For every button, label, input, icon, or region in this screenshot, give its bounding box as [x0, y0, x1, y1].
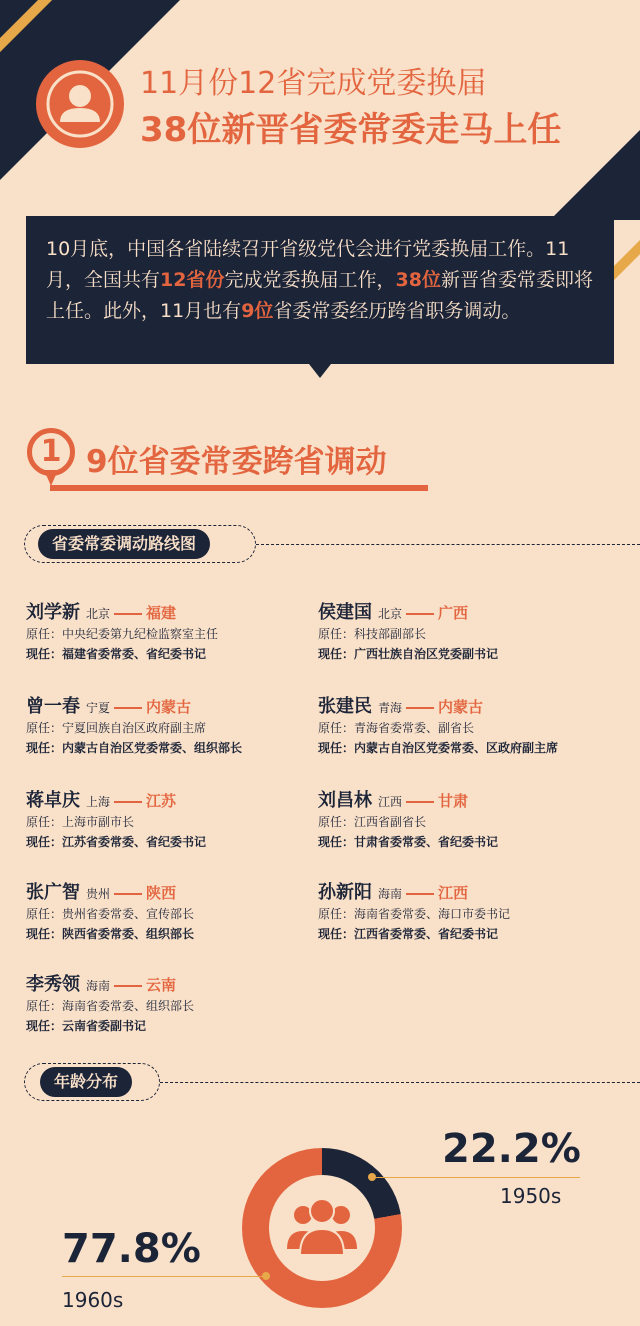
origin-province: 贵州	[86, 887, 111, 901]
destination-province: 福建	[146, 604, 177, 622]
official-name: 刘昌林	[318, 790, 372, 811]
transfer-card	[26, 786, 326, 852]
dashed-divider	[256, 544, 640, 545]
official-name: 张广智	[26, 882, 80, 903]
page-title-line1: 11月份12省完成党委换届	[140, 66, 487, 101]
transfer-card	[26, 598, 326, 664]
intro-box	[26, 216, 614, 364]
current-post: 现任：江苏省委常委、省纪委书记	[26, 835, 207, 849]
avatar-icon	[36, 60, 124, 148]
leader-dot-1950s	[368, 1173, 376, 1181]
origin-province: 宁夏	[86, 701, 111, 715]
origin-province: 海南	[86, 979, 111, 993]
current-post: 现任：内蒙古自治区党委常委、组织部长	[26, 741, 243, 755]
current-post: 现任：江西省委常委、省纪委书记	[318, 927, 499, 941]
former-post: 原任：贵州省委常委、宣传部长	[26, 907, 195, 921]
page-title-line2: 38位新晋省委常委走马上任	[140, 110, 562, 150]
official-name: 刘学新	[26, 602, 80, 623]
section-title: 9位省委常委跨省调动	[86, 444, 387, 480]
current-post: 现任：内蒙古自治区党委常委、区政府副主席	[318, 741, 559, 755]
transfer-card	[318, 692, 618, 758]
route-line	[114, 893, 142, 895]
former-post: 原任：青海省委常委、副省长	[318, 721, 475, 735]
leader-dot-1960s	[262, 1272, 270, 1280]
transfer-card	[318, 878, 618, 944]
destination-province: 江西	[438, 884, 469, 902]
route-line	[114, 613, 142, 615]
official-name: 李秀领	[26, 974, 80, 995]
official-name: 张建民	[318, 696, 372, 717]
transfer-card	[318, 786, 618, 852]
destination-province: 甘肃	[438, 792, 469, 810]
route-line	[406, 613, 434, 615]
route-line	[406, 893, 434, 895]
section-number-pointer	[44, 470, 58, 486]
former-post: 原任：海南省委常委、组织部长	[26, 999, 195, 1013]
former-post: 原任：中央纪委第九纪检监察室主任	[26, 627, 219, 641]
transfer-card	[26, 970, 326, 1036]
former-post: 原任：海南省委常委、海口市委书记	[318, 907, 511, 921]
header-dark-corner-right	[550, 130, 640, 220]
current-post: 现任：甘肃省委常委、省纪委书记	[318, 835, 499, 849]
former-post: 原任：江西省副省长	[318, 815, 427, 829]
origin-province: 海南	[378, 887, 403, 901]
intro-highlight: 12省份	[160, 269, 225, 291]
route-line	[406, 801, 434, 803]
route-line	[114, 985, 142, 987]
route-line	[406, 707, 434, 709]
transfer-card	[26, 878, 326, 944]
dashed-divider	[160, 1082, 640, 1083]
section-number-badge: 1	[27, 428, 75, 476]
transfer-card	[318, 598, 618, 664]
destination-province: 内蒙古	[438, 698, 484, 716]
age-pill-label: 年龄分布	[40, 1067, 132, 1097]
current-post: 现任：福建省委常委、省纪委书记	[26, 647, 207, 661]
official-name: 侯建国	[318, 602, 372, 623]
destination-province: 陕西	[146, 884, 177, 902]
official-name: 曾一春	[26, 696, 80, 717]
destination-province: 江苏	[146, 792, 177, 810]
origin-province: 北京	[86, 607, 111, 621]
intro-text: 省委常委经历跨省职务调动。	[273, 300, 521, 322]
origin-province: 上海	[86, 795, 111, 809]
route-line	[114, 801, 142, 803]
section-pill-label: 省委常委调动路线图	[38, 529, 210, 559]
donut-hole	[269, 1175, 375, 1281]
current-post: 现任：陕西省委常委、组织部长	[26, 927, 195, 941]
group-icon	[269, 1175, 375, 1281]
leader-line-1960s	[62, 1276, 268, 1277]
destination-province: 内蒙古	[146, 698, 192, 716]
label-1950s: 1950s	[500, 1184, 562, 1208]
section-underline	[50, 485, 428, 491]
percentage-1950s: 22.2%	[442, 1126, 581, 1172]
former-post: 原任：宁夏回族自治区政府副主席	[26, 721, 207, 735]
destination-province: 广西	[438, 604, 469, 622]
origin-province: 青海	[378, 701, 403, 715]
leader-line-1950s	[372, 1177, 580, 1178]
former-post: 原任：科技部副部长	[318, 627, 427, 641]
percentage-1960s: 77.8%	[62, 1226, 201, 1272]
transfer-card	[26, 692, 326, 758]
intro-highlight: 9位	[241, 300, 274, 322]
official-name: 蒋卓庆	[26, 790, 80, 811]
intro-box-pointer	[309, 364, 331, 378]
route-line	[114, 707, 142, 709]
current-post: 现任：广西壮族自治区党委副书记	[318, 647, 499, 661]
label-1960s: 1960s	[62, 1288, 124, 1312]
official-name: 孙新阳	[318, 882, 372, 903]
intro-text: 新晋省委常委即将上任。此外，11月也有	[46, 269, 593, 322]
intro-highlight: 38位	[395, 269, 441, 291]
intro-text: 完成党委换届工作，	[224, 269, 396, 291]
former-post: 原任：上海市副市长	[26, 815, 135, 829]
origin-province: 江西	[378, 795, 403, 809]
origin-province: 北京	[378, 607, 403, 621]
intro-text: 10月底，中国各省陆续召开省级党代会进行党委换届工作。11月，全国共有	[46, 238, 570, 291]
destination-province: 云南	[146, 976, 177, 994]
current-post: 现任：云南省委副书记	[26, 1019, 147, 1033]
